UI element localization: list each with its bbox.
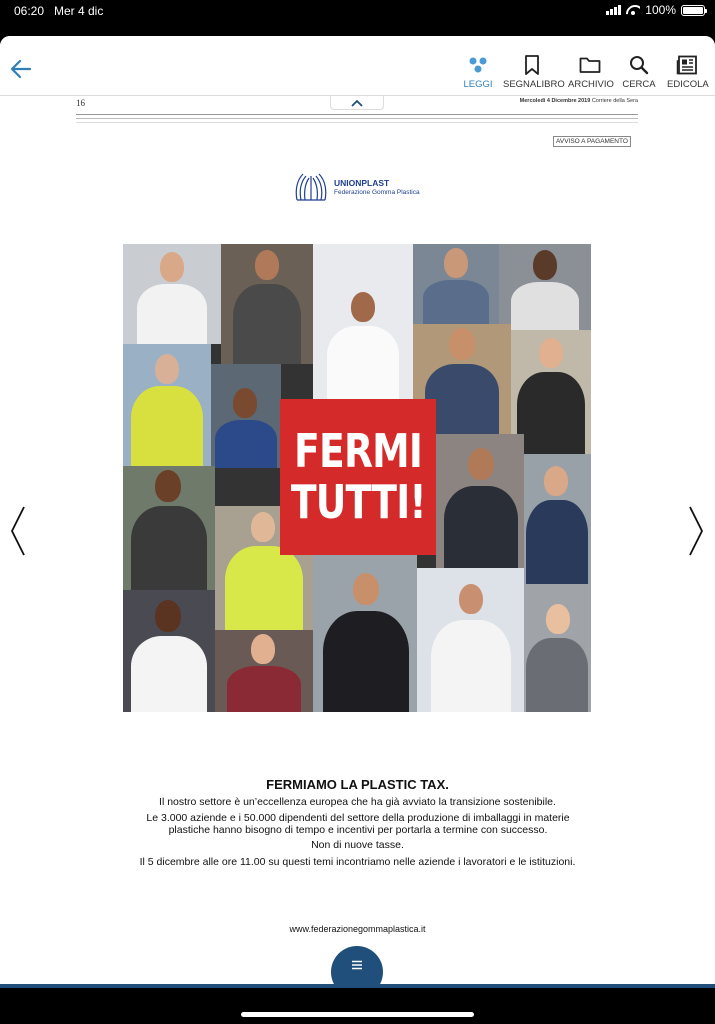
top-toolbar	[0, 36, 715, 96]
status-bar	[0, 0, 715, 22]
folder-icon	[579, 56, 601, 74]
toolbar-label: EDICOLA	[667, 79, 709, 90]
toolbar-leggi-button[interactable]	[462, 54, 494, 90]
portrait-photo	[313, 244, 413, 399]
leggi-dots-icon	[467, 56, 489, 74]
logo-subtitle: Federazione Gomma Plastica	[334, 189, 420, 196]
battery-icon	[681, 5, 705, 16]
masthead-date: Mercoledì 4 Dicembre 2019	[519, 98, 591, 104]
banner-line-1: FERMI	[293, 424, 423, 479]
previous-page-button[interactable]	[8, 505, 28, 557]
portrait-photo	[123, 590, 215, 712]
search-icon	[629, 55, 649, 75]
status-time: 06:20	[14, 4, 45, 18]
collapse-handle[interactable]	[330, 96, 384, 110]
wifi-icon	[626, 5, 640, 15]
portrait-photo	[524, 584, 591, 712]
page-number: 16	[76, 98, 85, 108]
portrait-photo	[123, 244, 221, 344]
toolbar-edicola-button[interactable]	[667, 54, 707, 90]
masthead-paper: Corriere della Sera	[591, 98, 638, 104]
fermi-tutti-banner	[280, 399, 436, 555]
portrait-photo	[221, 244, 313, 364]
ad-headline: FERMIAMO LA PLASTIC TAX.	[266, 777, 449, 792]
reader-app	[0, 36, 715, 988]
chevron-up-icon	[351, 99, 363, 107]
paid-notice-label: AVVISO A PAGAMENTO	[553, 136, 631, 147]
portrait-photo	[313, 555, 417, 712]
ad-paragraph: Le 3.000 aziende e i 50.000 dipendenti del settore della produzione di imballaggi in materie plastiche hanno bisogno di tempo e incentivi per portarla a termine con successo.	[146, 812, 570, 836]
portrait-photo	[417, 568, 524, 712]
status-date: Mer 4 dic	[54, 4, 104, 18]
banner-line-2: TUTTI!	[290, 475, 426, 529]
ad-website: www.federazionegommaplastica.it	[289, 924, 426, 934]
portrait-photo	[499, 244, 591, 330]
portrait-photo	[436, 434, 524, 568]
newspaper-page[interactable]	[0, 96, 715, 988]
battery-percent: 100%	[645, 3, 676, 17]
newspaper-icon	[676, 55, 698, 75]
unionplast-logo	[293, 170, 420, 204]
chevron-left-icon	[8, 505, 28, 557]
workers-photo-collage	[123, 244, 591, 712]
toolbar-label: CERCA	[622, 79, 656, 90]
masthead-info	[520, 98, 638, 104]
toolbar-segnalibro-button[interactable]	[503, 54, 565, 90]
ad-paragraph: Non di nuove tasse.	[311, 839, 404, 851]
toolbar-label: SEGNALIBRO	[503, 79, 565, 90]
page-rule	[76, 122, 638, 123]
portrait-photo	[215, 630, 313, 712]
unionplast-emblem-icon	[293, 170, 329, 204]
back-arrow-icon	[8, 56, 34, 82]
hamburger-menu-icon	[351, 960, 363, 970]
portrait-photo	[211, 364, 281, 468]
portrait-photo	[123, 466, 215, 590]
cellular-signal-icon	[606, 5, 621, 15]
portrait-photo	[123, 344, 211, 466]
home-indicator[interactable]	[241, 1012, 474, 1017]
page-rule	[76, 114, 638, 115]
toolbar-archivio-button[interactable]	[568, 54, 612, 90]
page-rule	[76, 118, 638, 119]
logo-name: UNIONPLAST	[334, 178, 390, 188]
chevron-right-icon	[686, 505, 706, 557]
ad-paragraph: Il nostro settore è un’eccellenza europea che ha già avviato la transizione sostenibile.	[159, 796, 556, 808]
ad-paragraph: Il 5 dicembre alle ore 11.00 su questi temi incontriamo nelle aziende i lavoratori e le istituzioni.	[139, 856, 576, 868]
toolbar-cerca-button[interactable]	[622, 54, 656, 90]
toolbar-label: ARCHIVIO	[568, 79, 614, 90]
toolbar-label: LEGGI	[463, 79, 493, 90]
bookmark-icon	[524, 55, 540, 75]
menu-button[interactable]	[331, 946, 383, 988]
back-button[interactable]	[8, 56, 34, 82]
next-page-button[interactable]	[686, 505, 706, 557]
portrait-photo	[524, 454, 591, 584]
status-indicators	[606, 3, 705, 17]
portrait-photo	[413, 244, 499, 324]
